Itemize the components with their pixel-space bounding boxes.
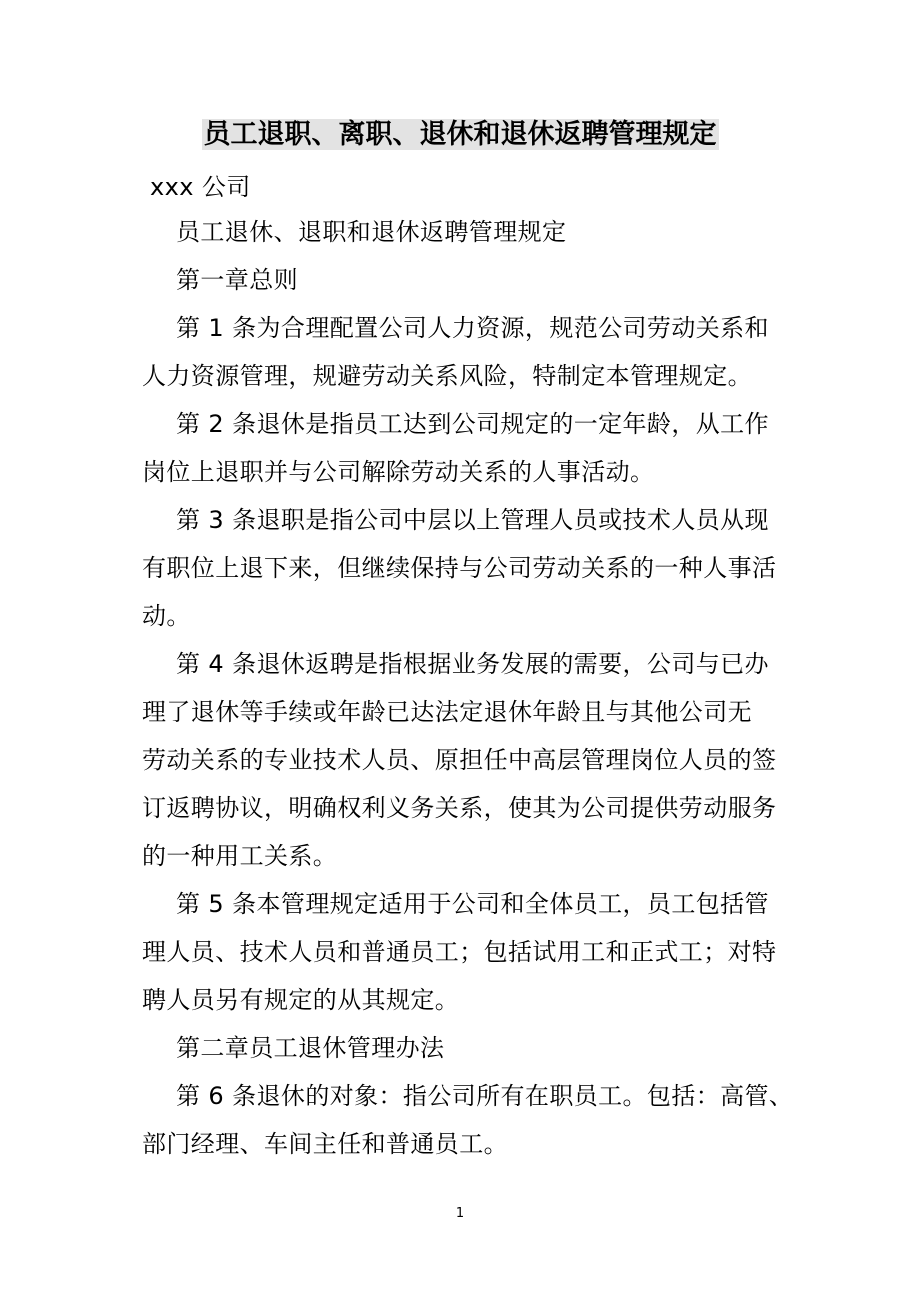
page-number: 1 [455,1206,465,1221]
article-line: 人力资源管理，规避劳动关系风险，特制定本管理规定。 [142,362,752,390]
document-title-text: 员工退职、离职、退休和退休返聘管理规定 [203,119,717,150]
article-line: 有职位上退下来，但继续保持与公司劳动关系的一种人事活 [142,554,777,582]
article-line: 第 4 条退休返聘是指根据业务发展的需要，公司与已办 [176,650,769,678]
article-line: 第 1 条为合理配置公司人力资源，规范公司劳动关系和 [176,314,769,342]
article-line: 动。 [142,602,191,630]
company-name: xxx 公司 [150,173,251,201]
article-line: 第 5 条本管理规定适用于公司和全体员工，员工包括管 [176,890,769,918]
article-line: 的一种用工关系。 [142,842,338,870]
article-line: 理人员、技术人员和普通员工；包括试用工和正式工；对特 [142,938,777,966]
article-line: 第 6 条退休的对象：指公司所有在职员工。包括：高管、 [176,1082,794,1110]
chapter-heading: 第一章总则 [176,266,298,294]
article-line: 部门经理、车间主任和普通员工。 [142,1130,508,1158]
article-line: 第 3 条退职是指公司中层以上管理人员或技术人员从现 [176,506,769,534]
document-title [0,112,920,158]
article-line: 岗位上退职并与公司解除劳动关系的人事活动。 [142,458,655,486]
article-line: 理了退休等手续或年龄已达法定退休年龄且与其他公司无 [142,698,752,726]
article-line: 第 2 条退休是指员工达到公司规定的一定年龄，从工作 [176,410,769,438]
article-line: 聘人员另有规定的从其规定。 [142,986,460,1014]
subtitle-line: 员工退休、退职和退休返聘管理规定 [176,218,567,246]
article-line: 订返聘协议，明确权利义务关系，使其为公司提供劳动服务 [142,794,777,822]
chapter-heading: 第二章员工退休管理办法 [176,1034,445,1062]
article-line: 劳动关系的专业技术人员、原担任中高层管理岗位人员的签 [142,746,777,774]
